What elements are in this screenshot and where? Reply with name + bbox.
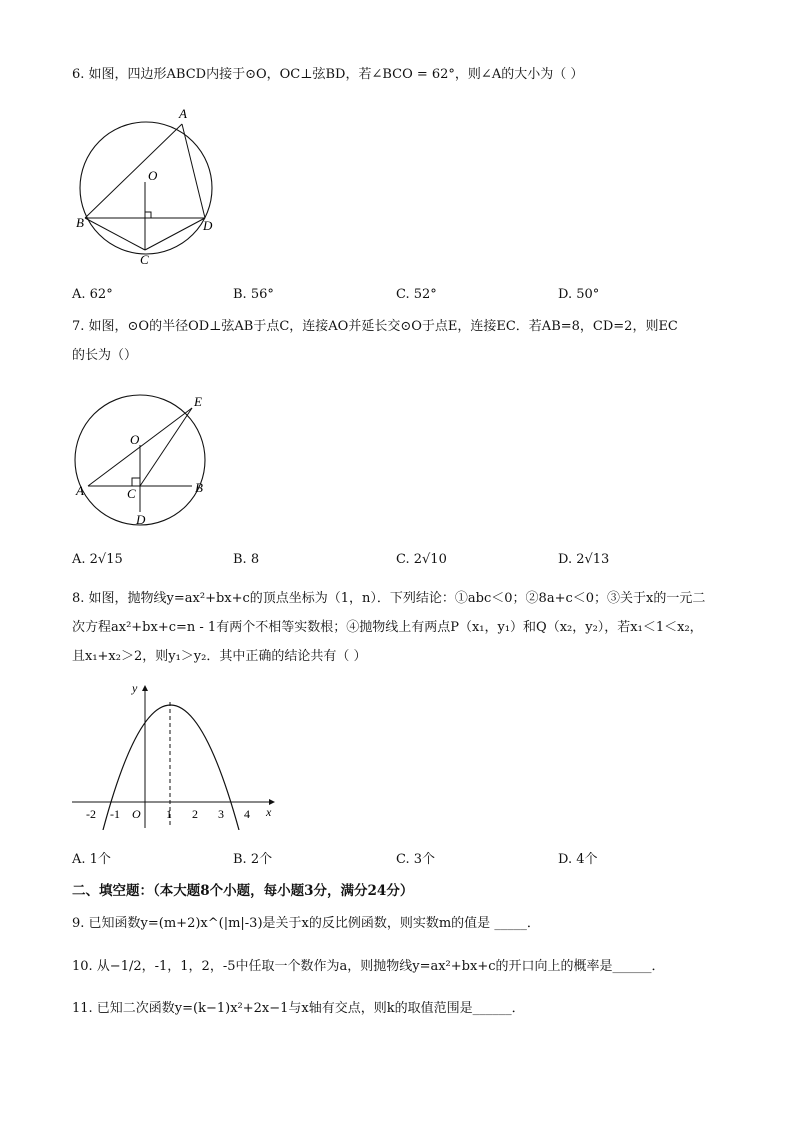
q6-option-a: A. 62° <box>72 287 113 302</box>
q6-label-b: B <box>76 215 84 230</box>
q7-option-a: A. 2√15 <box>72 552 123 567</box>
q8-option-a: A. 1个 <box>72 852 111 867</box>
tick-label: -2 <box>86 807 96 821</box>
y-axis-label: y <box>132 681 138 695</box>
q6-option-d: D. 50° <box>558 287 600 302</box>
q7-label-a: A <box>76 483 84 498</box>
q7-label-c: C <box>127 486 136 501</box>
q7-label-b: B <box>195 480 203 495</box>
q6-label-d: D <box>203 218 213 233</box>
q7-option-b: B. 8 <box>233 552 260 567</box>
q6-circle <box>80 122 212 254</box>
q11-text: 11. 已知二次函数y=(k−1)x²+2x−1与x轴有交点，则k的取值范围是______． <box>72 1001 525 1016</box>
q7-option-d: D. 2√13 <box>558 552 610 567</box>
tick-label: 2 <box>192 807 198 821</box>
q8-line3: 且x₁+x₂＞2，则y₁＞y₂．其中正确的结论共有（ ） <box>72 649 367 664</box>
q6-label-c: C <box>140 252 149 267</box>
q6-text: 6. 如图，四边形ABCD内接于⊙O，OC⊥弦BD，若∠BCO = 62°，则∠A的大小为（ ） <box>72 67 584 82</box>
x-axis-label: x <box>266 805 272 819</box>
q7-line2: 的长为（） <box>72 348 138 363</box>
q7-line1: 7. 如图，⊙O的半径OD⊥弦AB于点C，连接AO并延长交⊙O于点E，连接EC．若AB=8，CD=2，则EC <box>72 319 678 334</box>
tick-label: -1 <box>110 807 120 821</box>
q6-figure <box>72 100 222 270</box>
section-title: 二、填空题：（本大题8个小题，每小题3分，满分24分） <box>72 883 414 899</box>
tick-label: 3 <box>218 807 224 821</box>
tick-label: 4 <box>244 807 250 821</box>
q7-label-d: D <box>136 512 146 527</box>
q6-option-b: B. 56° <box>233 287 274 302</box>
q6-label-a: A <box>179 106 187 121</box>
q7-figure <box>70 390 220 530</box>
q7-label-o: O <box>130 432 140 447</box>
q6-label-o: O <box>148 168 158 183</box>
q8-line2: 次方程ax²+bx+c=n - 1有两个不相等实数根；④抛物线上有两点P（x₁，y₁）和Q（x₂，y₂），若x₁＜1＜x₂， <box>72 620 703 635</box>
origin-label: O <box>132 807 141 821</box>
q7-option-c: C. 2√10 <box>396 552 447 567</box>
q6-option-c: C. 52° <box>396 287 437 302</box>
q8-line1: 8. 如图，抛物线y=ax²+bx+c的顶点坐标为（1，n）．下列结论：①abc＜0；②8a+c＜0；③关于x的一元二 <box>72 591 706 606</box>
q7-label-e: E <box>194 394 202 409</box>
q8-option-c: C. 3个 <box>396 852 436 867</box>
q8-option-b: B. 2个 <box>233 852 273 867</box>
q9-text: 9. 已知函数y=(m+2)x^(|m|-3)是关于x的反比例函数，则实数m的值是 _____． <box>72 916 540 931</box>
q8-graph <box>70 680 280 830</box>
q10-text: 10. 从−1/2，-1，1，2，-5中任取一个数作为a，则抛物线y=ax²+bx+c的开口向上的概率是______． <box>72 959 665 974</box>
tick-label: 1 <box>166 807 172 821</box>
q8-option-d: D. 4个 <box>558 852 598 867</box>
